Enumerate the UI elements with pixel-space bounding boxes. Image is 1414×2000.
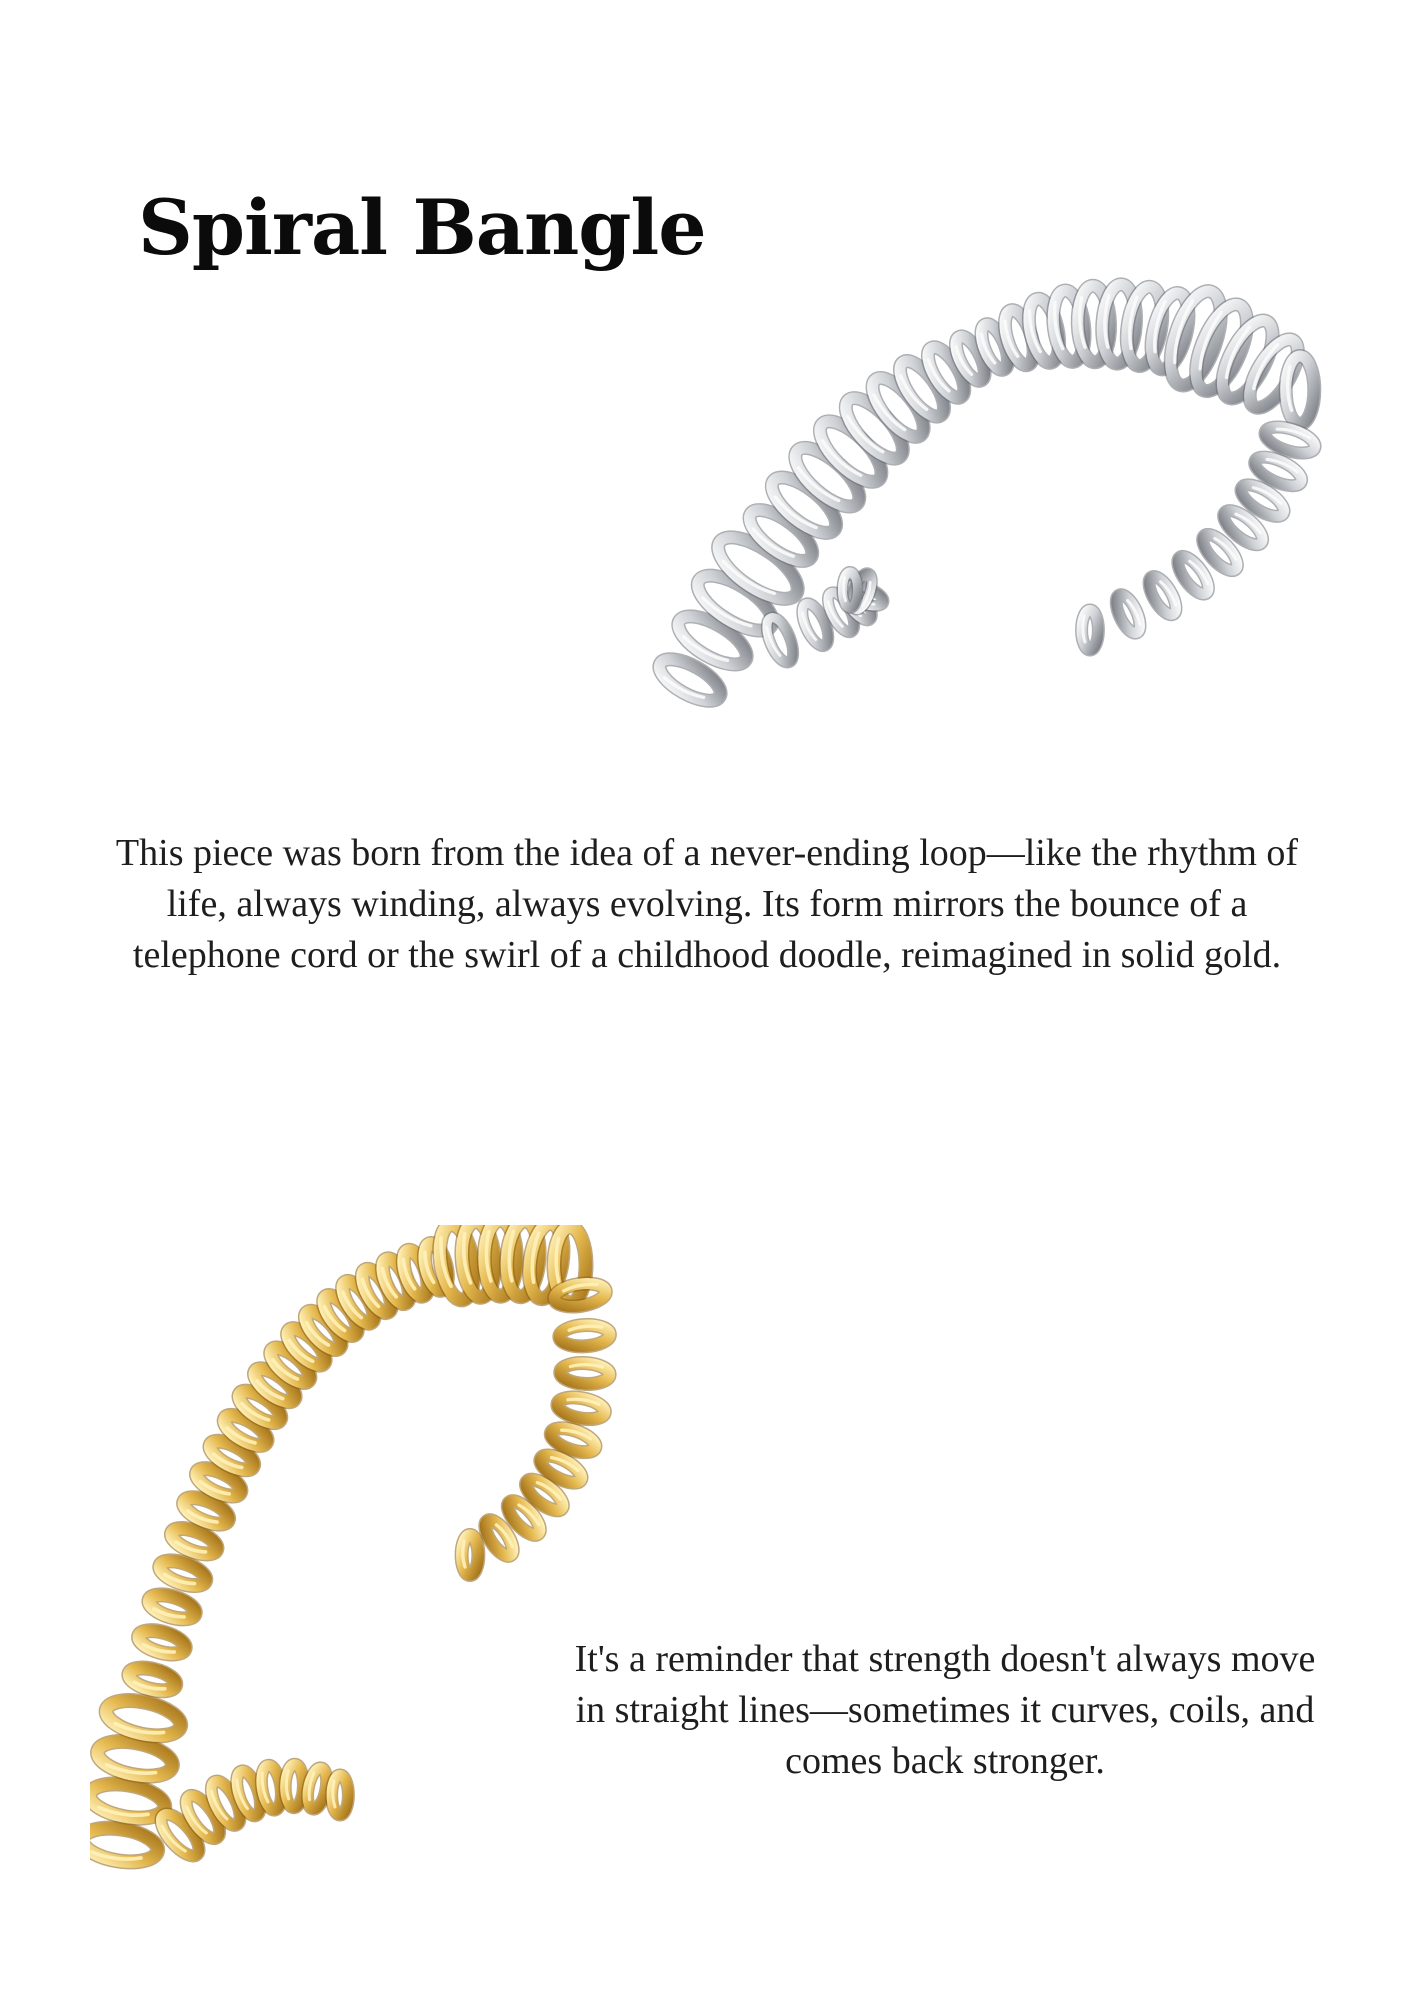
coil-loop: [761, 614, 798, 666]
intro-paragraph: This piece was born from the idea of a never-ending loop—like the rhythm of life, always winding, always evolving. Its form mirrors the bounce of a telephone cord or the swirl of a childhood doodle, reimagined in solid gold.: [115, 832, 1299, 976]
coil-loop: [560, 1362, 610, 1385]
coil-loop: [332, 1775, 349, 1815]
coil-loop: [559, 1324, 611, 1348]
coil-loop: [1082, 610, 1099, 650]
closing-paragraph: It's a reminder that strength doesn't always move in straight lines—sometimes it curves, coils, and comes back stronger.: [574, 1638, 1316, 1782]
coil-group: [761, 571, 886, 666]
coil-loop: [1111, 591, 1144, 636]
coil-loop: [285, 1764, 304, 1808]
coil-loop: [556, 1394, 607, 1423]
page-title: Spiral Bangle: [138, 183, 706, 272]
coil-loop: [146, 1590, 198, 1623]
coil-loop: [136, 1626, 188, 1658]
coil-group: [462, 1280, 611, 1575]
coil-group: [155, 1764, 349, 1862]
coil-loop: [1144, 573, 1181, 619]
coil-loop: [157, 1556, 209, 1591]
coil-group: [1082, 422, 1318, 650]
coil-group: [653, 283, 1314, 709]
coil-loop: [127, 1664, 178, 1695]
coil-loop: [90, 1823, 160, 1866]
coil-loop: [462, 1535, 479, 1575]
silver-bangle-image: [650, 210, 1340, 750]
